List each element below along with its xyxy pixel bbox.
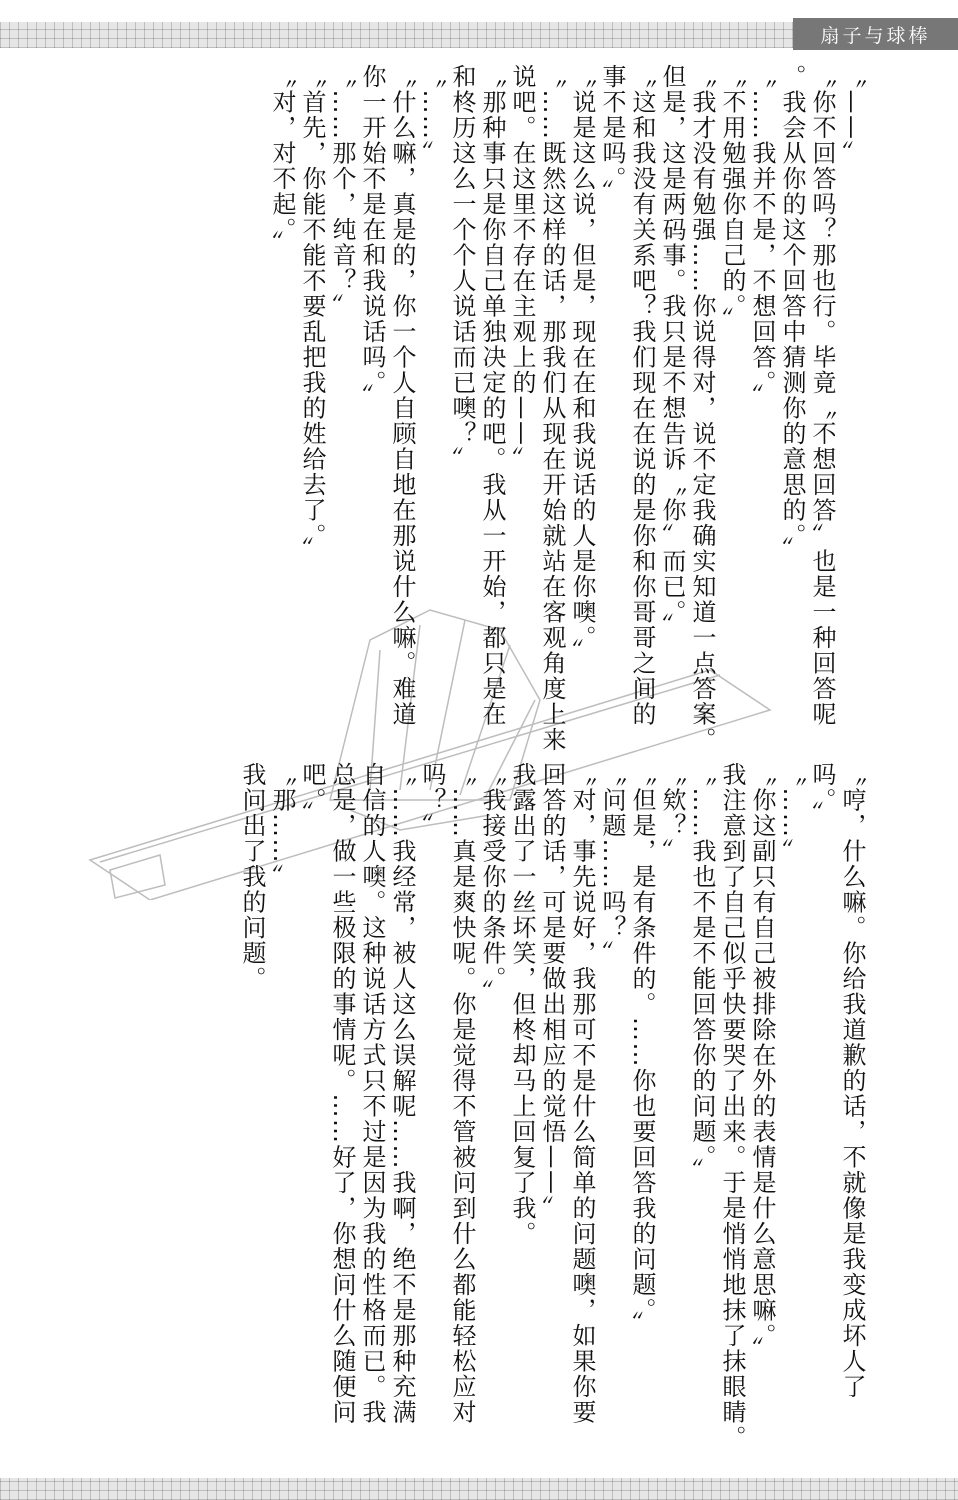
text-column: 〝……真是爽快呢。你是觉得不管被问到什么都能轻松应对 [448,762,476,1425]
text-column: 〝这和我没有关系吧？我们现在在说的是你和你哥哥之间的 [628,64,656,727]
text-column: 〝对，事先说好，我那可不是什么简单的问题噢，如果你要 [568,762,596,1425]
text-column: 〝欸？〞 [658,762,686,864]
text-column: 我露出了一丝坏笑，但柊却马上回复了我。 [508,762,536,1247]
text-column: 〝不用勉强你自己的。〞 [718,64,746,333]
text-column: 〝我接受你的条件。〞 [478,762,506,1005]
text-column: 〝说是这么说，但是，现在在和我说话的人是你噢。〞 [568,64,596,664]
text-column: 〝那……〞 [268,762,296,890]
text-column: 〝问题……吗？〞 [598,762,626,966]
text-column: 吧。〞 [298,762,326,827]
text-column: 〝……我也不是不能回答你的问题。〞 [688,762,716,1184]
text-column: 〝那种事只是你自己单独决定的吧。我从一开始，都只是在 [478,64,506,727]
text-column: 〝你不回答吗？那也行。毕竟〝不想回答〞也是一种回答呢 [808,64,836,727]
text-column: 自信的人噢。这种说话方式只不过是因为我的性格而已。我 [358,762,386,1425]
text-column: 〝——〞 [838,64,866,166]
page-title: 扇子与球棒 [793,18,958,50]
text-column: 〝首先，你能不能不要乱把我的姓给去了。〞 [298,64,326,562]
text-column: 〝对，对不起。〞 [268,64,296,256]
text-column: 我问出了我的问题。 [238,762,266,992]
text-column: 〝……〞 [418,64,446,166]
text-column: 吗。〞 [808,762,836,827]
text-column: 但是，这是两码事。我只是不想告诉〝你〞而已。〞 [658,64,686,639]
text-column: 你一开始不是在和我说话吗。〞 [358,64,386,409]
text-column: 〝什么嘛，真是的，你一个人自顾自地在那说什么嘛。难道 [388,64,416,727]
text-column: 。我会从你的这个回答中猜测你的意思的。〞 [778,64,806,562]
bottom-border-pattern [0,1478,958,1500]
text-column: 〝……我并不是，不想回答。〞 [748,64,776,409]
text-column: 〝但是，是有条件的。……你也要回答我的问题。〞 [628,762,656,1337]
text-column: 回答的话，可是要做出相应的觉悟——〞 [538,762,566,1221]
text-column: 总是，做一些极限的事情呢。……好了，你想问什么随便问 [328,762,356,1425]
text-column: 〝我才没有勉强……你说得对，说不定我确实知道一点答案。 [688,64,716,753]
text-column: 事不是吗。〞 [598,64,626,205]
text-column: 〝……那个，纯音？〞 [328,64,356,319]
text-column: 〝哼，什么嘛。你给我道歉的话，不就像是我变成坏人了 [838,762,866,1400]
text-column: 〝……〞 [778,762,806,864]
text-column: 〝……既然这样的话，那我们从现在开始就站在客观角度上来 [538,64,566,753]
text-column: 和柊历这么一个个人说话而已噢？〞 [448,64,476,472]
text-column: 说吧。在这里不存在主观上的——〞 [508,64,536,472]
text-column: 吗？〞 [418,762,446,839]
text-column: 我注意到了自己似乎快要哭了出来。于是悄悄地抹了抹眼睛。 [718,762,746,1451]
text-column: 〝……我经常，被人这么误解呢……我啊，绝不是那种充满 [388,762,416,1425]
text-column: 〝你这副只有自己被排除在外的表情是什么意思嘛。〞 [748,762,776,1362]
